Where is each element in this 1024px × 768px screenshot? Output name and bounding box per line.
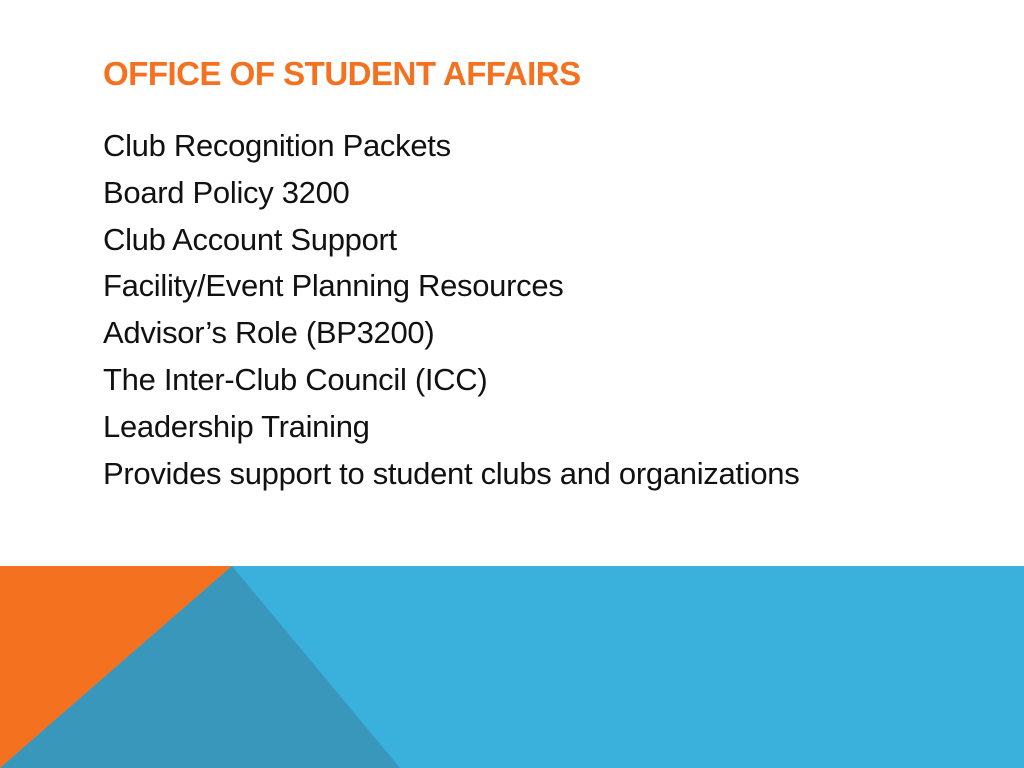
list-item: The Inter-Club Council (ICC) bbox=[103, 361, 488, 397]
slide-title: OFFICE OF STUDENT AFFAIRS bbox=[103, 55, 581, 92]
list-item: Club Account Support bbox=[103, 221, 397, 257]
list-item: Board Policy 3200 bbox=[103, 174, 350, 210]
list-item: Facility/Event Planning Resources bbox=[103, 268, 564, 304]
list-item: Provides support to student clubs and organizations bbox=[103, 455, 800, 491]
decorative-footer-band bbox=[0, 566, 1024, 768]
list-item: Leadership Training bbox=[103, 408, 370, 444]
list-item: Club Recognition Packets bbox=[103, 128, 451, 163]
bullet-list bbox=[103, 123, 799, 497]
list-item: Advisor’s Role (BP3200) bbox=[103, 315, 435, 351]
